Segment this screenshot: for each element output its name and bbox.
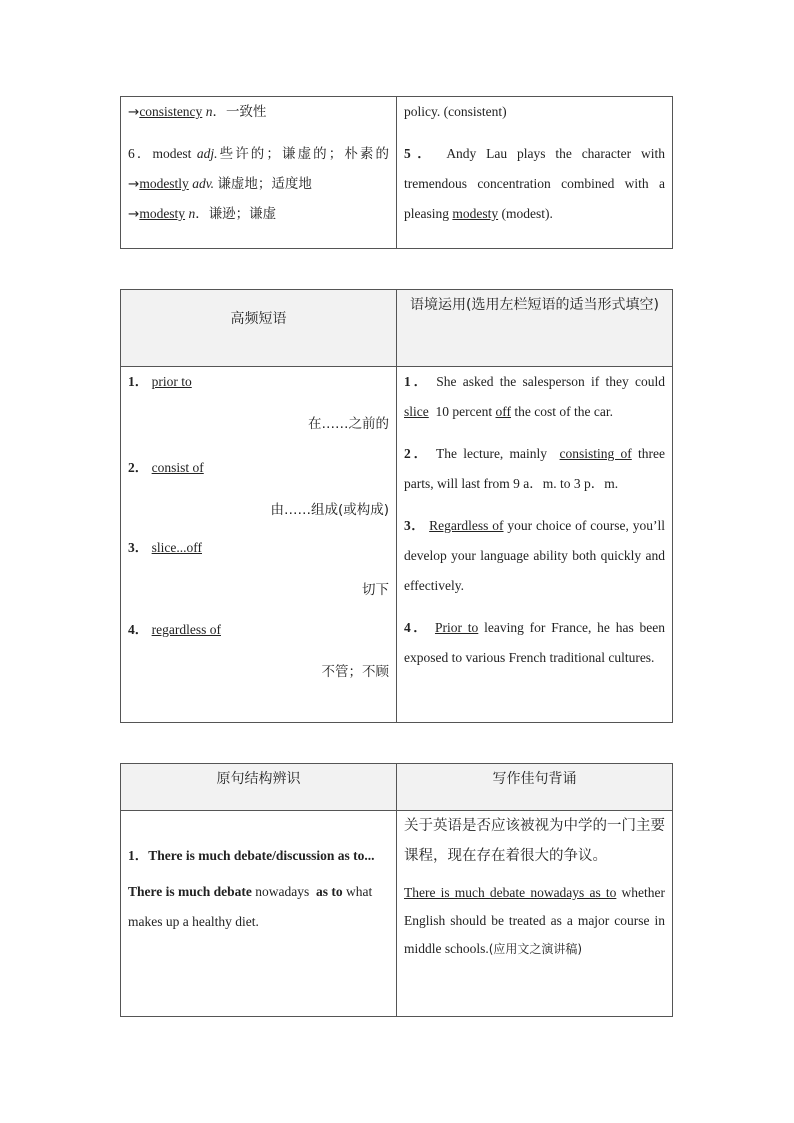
- sentence-cell: [397, 97, 672, 248]
- modesty-line: →modesty n．谦逊；谦虚: [128, 206, 277, 222]
- sentence-structure-table: [120, 763, 673, 1017]
- phrase-1: 1． prior to: [128, 374, 192, 389]
- english-sentence: There is much debate nowadays as to whether English should be treated as a major course in middle schools.(应用文之演讲稿): [404, 885, 665, 956]
- answer-modesty: modesty: [452, 206, 499, 221]
- header-memorize: 写作佳句背诵: [492, 771, 577, 787]
- context-cell: [397, 367, 672, 722]
- structure-example: There is much debate nowadays as to what makes up a healthy diet.: [128, 884, 373, 929]
- sentence-2: 2． The lecture, mainly consisting of three parts, will last from 9 a．m. to 3 p．m.: [404, 446, 666, 491]
- phrase-3: 3． slice...off: [128, 540, 202, 555]
- phrase-3-meaning: 切下: [362, 582, 389, 598]
- chinese-sentence: 关于英语是否应该被视为中学的一门主要课程，现在存在着很大的争议。: [404, 818, 665, 864]
- memorize-cell: [397, 811, 672, 1016]
- note-speech: (应用文之演讲稿): [488, 942, 583, 956]
- word-forms-table: [120, 96, 673, 249]
- sentence-5: 5． Andy Lau plays the character with tremendous concentration combined with a pleasing modesty (modest).: [404, 146, 665, 221]
- sentence-4: 4． Prior to leaving for France, he has been exposed to various French traditional cultures.: [404, 620, 666, 665]
- structure-title: 1．There is much debate/discussion as to...: [128, 848, 375, 863]
- structure-cell: [121, 811, 397, 1016]
- phrase-4: 4． regardless of: [128, 622, 221, 637]
- header-phrases: 高频短语: [121, 290, 397, 366]
- phrases-table: [120, 289, 673, 723]
- phrase-2-meaning: 由……组成(或构成): [270, 502, 389, 518]
- consistency-line: →consistency n．一致性: [128, 104, 267, 120]
- phrase-1-meaning: 在……之前的: [308, 416, 389, 432]
- header-context-usage: 语境运用(选用左栏短语的适当形式填空): [410, 297, 659, 313]
- sentence-3: 3． Regardless of your choice of course, you’ll develop your language ability both quickly and effectively.: [404, 518, 666, 593]
- phrase-4-meaning: 不管；不顾: [321, 664, 389, 680]
- policy-line: policy. (consistent): [404, 104, 507, 119]
- phrase-2: 2． consist of: [128, 460, 204, 475]
- phrases-cell: [121, 367, 397, 722]
- word-forms-cell: [121, 97, 397, 248]
- sentence-1: 1． She asked the salesperson if they could slice 10 percent off the cost of the car.: [404, 374, 666, 419]
- modest-line: 6．modest adj.些许的；谦虚的；朴素的→modestly adv. 谦虚地；适度地: [128, 146, 390, 192]
- header-structure: 原句结构辨识: [121, 764, 397, 810]
